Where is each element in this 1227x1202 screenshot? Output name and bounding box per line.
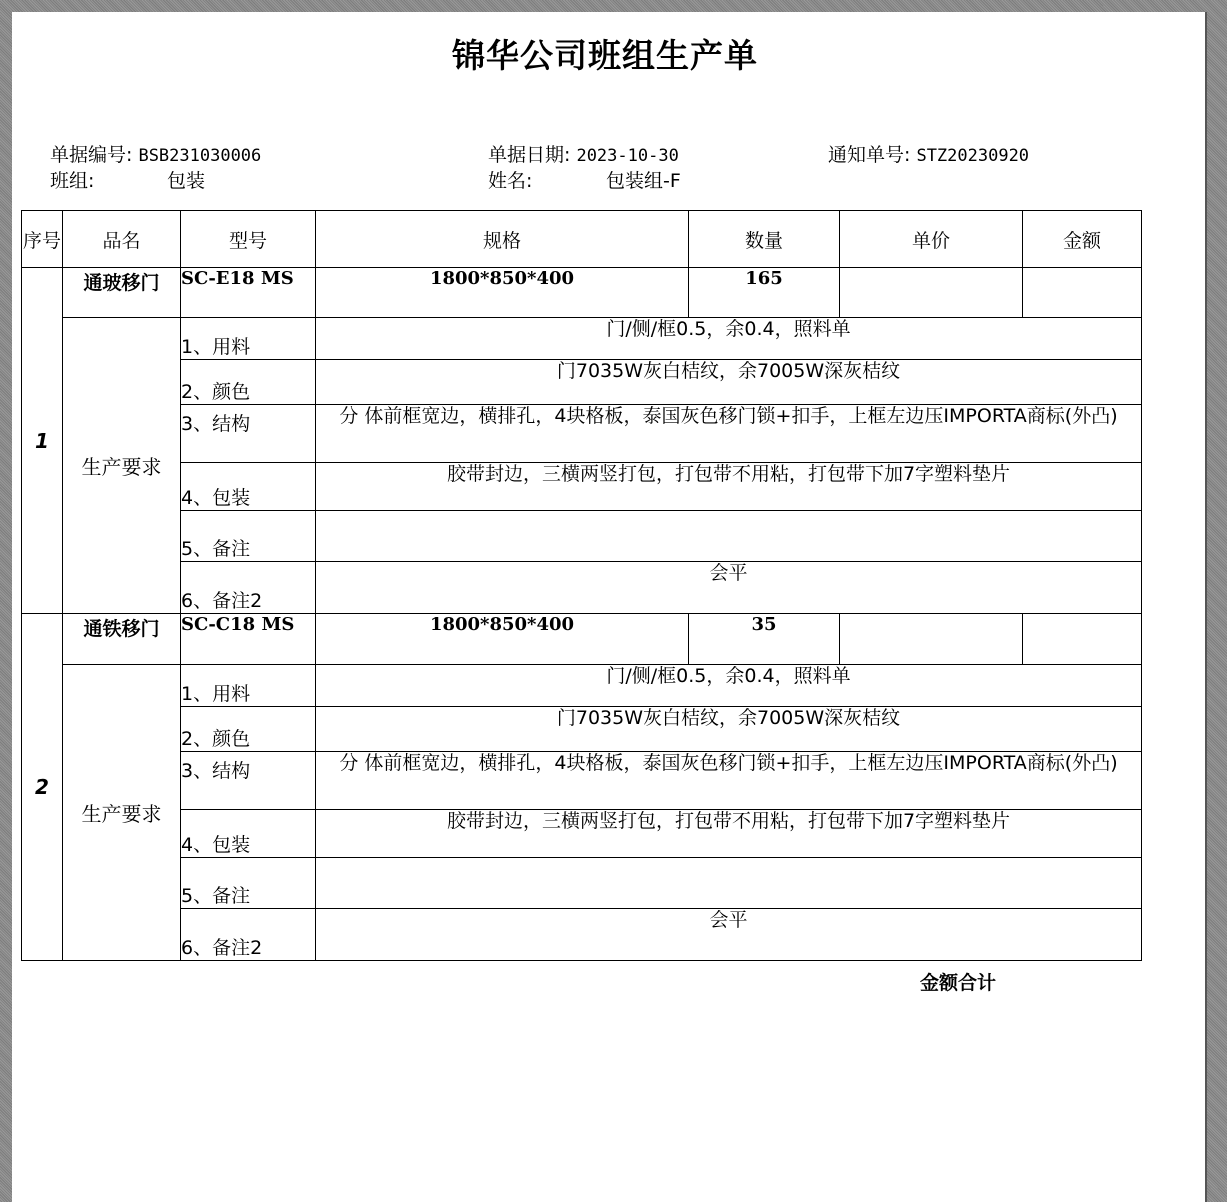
requirement-item-label: 6、备注2 — [181, 562, 316, 614]
team-field — [50, 166, 206, 193]
product-name: 通铁移门 — [63, 614, 181, 665]
requirement-label: 生产要求 — [63, 665, 181, 961]
document-title: 锦华公司班组生产单 — [452, 36, 758, 75]
doc-date-field — [488, 140, 679, 167]
team-label: 班组: — [50, 170, 95, 192]
requirement-item-label: 6、备注2 — [181, 909, 316, 961]
item-seq: 2 — [22, 614, 63, 961]
requirement-item-value — [316, 511, 1142, 562]
product-spec: 1800*850*400 — [316, 614, 689, 665]
doc-no-field — [50, 140, 261, 167]
requirement-row — [22, 752, 1142, 810]
requirement-row — [22, 463, 1142, 511]
requirement-item-label: 1、用料 — [181, 318, 316, 360]
product-spec: 1800*850*400 — [316, 268, 689, 318]
product-amount — [1023, 268, 1142, 318]
requirement-row — [22, 707, 1142, 752]
notice-no-field — [828, 140, 1029, 167]
requirement-item-label: 4、包装 — [181, 810, 316, 858]
requirement-item-value: 胶带封边，三横两竖打包，打包带不用粘，打包带下加7字塑料垫片 — [316, 463, 1142, 511]
requirement-item-value: 门7035W灰白桔纹，余7005W深灰桔纹 — [316, 707, 1142, 752]
requirement-item-label: 3、结构 — [181, 752, 316, 810]
requirement-row — [22, 360, 1142, 405]
doc-date-label: 单据日期: — [488, 144, 571, 166]
requirement-item-label: 2、颜色 — [181, 707, 316, 752]
requirement-item-value: 门/侧/框0.5，余0.4，照料单 — [316, 665, 1142, 707]
column-header: 序号 — [22, 211, 63, 268]
product-row — [22, 614, 1142, 665]
team-value: 包装 — [167, 170, 206, 192]
requirement-item-label: 5、备注 — [181, 511, 316, 562]
requirement-row — [22, 909, 1142, 961]
total-amount-label: 金额合计 — [920, 972, 997, 994]
requirement-row — [22, 405, 1142, 463]
name-value: 包装组-F — [606, 170, 681, 192]
column-header: 金额 — [1023, 211, 1142, 268]
requirement-item-value: 门7035W灰白桔纹，余7005W深灰桔纹 — [316, 360, 1142, 405]
product-qty: 165 — [689, 268, 840, 318]
product-model: SC-E18 MS — [181, 268, 316, 318]
requirement-label: 生产要求 — [63, 318, 181, 614]
name-label: 姓名: — [488, 170, 533, 192]
requirement-item-value: 会平 — [316, 562, 1142, 614]
requirement-row — [22, 858, 1142, 909]
name-field — [488, 166, 681, 193]
table-header-row — [22, 211, 1142, 268]
requirement-row — [22, 511, 1142, 562]
product-model: SC-C18 MS — [181, 614, 316, 665]
product-unit-price — [840, 614, 1023, 665]
requirement-item-value: 分 体前框宽边，横排孔，4块格板，泰国灰色移门锁+扣手，上框左边压IMPORTA商标(外凸) — [316, 405, 1142, 463]
requirement-item-label: 4、包装 — [181, 463, 316, 511]
requirement-item-value: 会平 — [316, 909, 1142, 961]
requirement-item-label: 3、结构 — [181, 405, 316, 463]
requirement-item-value: 门/侧/框0.5，余0.4，照料单 — [316, 318, 1142, 360]
requirement-row — [22, 562, 1142, 614]
product-unit-price — [840, 268, 1023, 318]
requirement-row — [22, 665, 1142, 707]
notice-no-label: 通知单号: — [828, 144, 911, 166]
requirement-item-value — [316, 858, 1142, 909]
requirement-row — [22, 810, 1142, 858]
requirement-item-label: 5、备注 — [181, 858, 316, 909]
production-table — [21, 210, 1142, 961]
item-seq: 1 — [22, 268, 63, 614]
column-header: 品名 — [63, 211, 181, 268]
requirement-item-value: 胶带封边，三横两竖打包，打包带不用粘，打包带下加7字塑料垫片 — [316, 810, 1142, 858]
requirement-row — [22, 318, 1142, 360]
column-header: 数量 — [689, 211, 840, 268]
requirement-item-label: 2、颜色 — [181, 360, 316, 405]
product-amount — [1023, 614, 1142, 665]
column-header: 型号 — [181, 211, 316, 268]
doc-no-label: 单据编号: — [50, 144, 133, 166]
requirement-item-label: 1、用料 — [181, 665, 316, 707]
column-header: 单价 — [840, 211, 1023, 268]
column-header: 规格 — [316, 211, 689, 268]
requirement-item-value: 分 体前框宽边，横排孔，4块格板，泰国灰色移门锁+扣手，上框左边压IMPORTA商标(外凸) — [316, 752, 1142, 810]
product-row — [22, 268, 1142, 318]
doc-no-value: BSB231030006 — [138, 146, 262, 166]
product-name: 通玻移门 — [63, 268, 181, 318]
notice-no-value: STZ20230920 — [916, 146, 1030, 166]
product-qty: 35 — [689, 614, 840, 665]
doc-date-value: 2023-10-30 — [576, 146, 679, 166]
